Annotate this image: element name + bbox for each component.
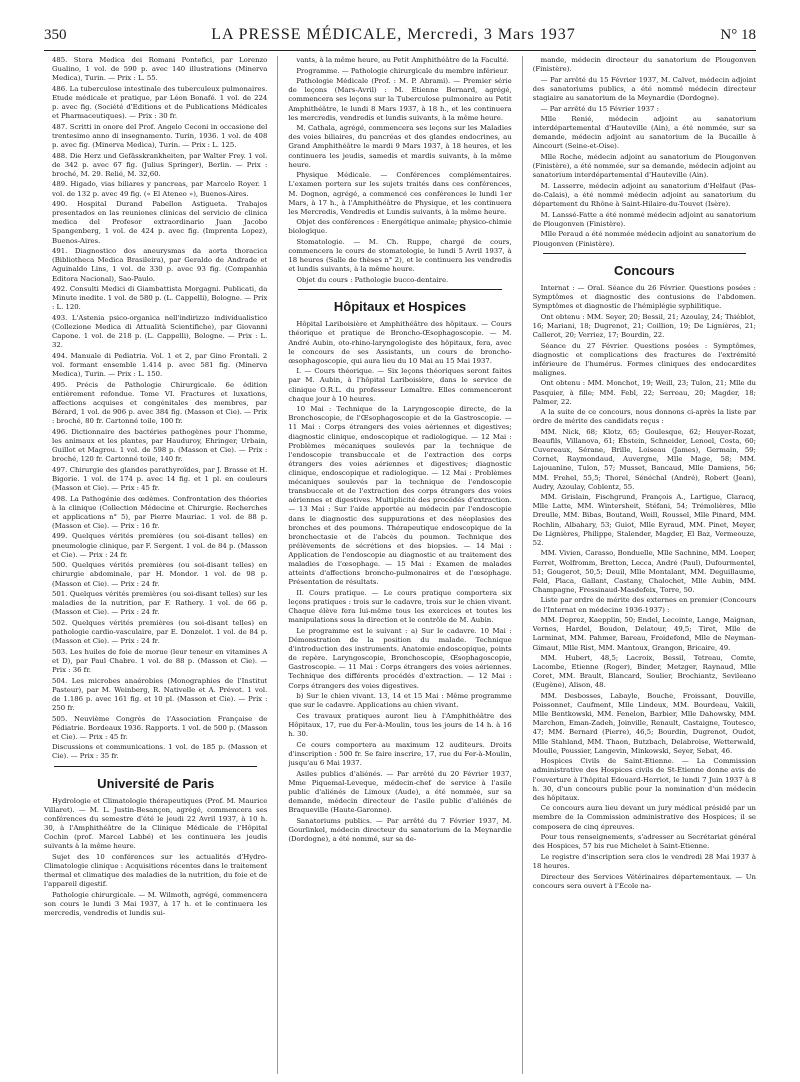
bibliography-entry: 493. L'Astenia psico-organica nell'indirizzo individualistico (Collezione Medica di Attualità Scientifiche), par Giovanni Capone. 1 vol. de 218 p. (L. Cappelli), Bologne. — Prix : L. 32. xyxy=(52,313,268,350)
paragraph: Sujet des 10 conférences sur les actualités d'Hydro-Climatologie clinique : Acquisitions récentes dans le traitement thermal et climatique des maladies de la nutrition, du foie et de l'appareil digestif. xyxy=(44,852,268,889)
hopitaux-paragraphs xyxy=(288,320,511,844)
paragraph: MM. Nick, 68; Klotz, 65; Goulesque, 62; Heuyer-Rozat, Beaufils, Villanova, 61; Ebstein, Schneider, Lenoel, Costa, 60; Cuvereaux, Sérane, Brille, Loiseau (James), Germain, 59; Cornet, Raymondaud, Auvergne, Mlle Mage, 58; MM. Lajouanine, Tulon, 57; Musset, Bancaud, Mlle Damiens, 56; MM. Frehel, 55,5; Thorel, Sénéchal (André), Robert (Jean), Audry, Azoulay, Coblentz, 55. xyxy=(532,427,756,491)
header-rule xyxy=(44,50,756,51)
running-title: LA PRESSE MÉDICALE, Mercredi, 3 Mars 1937 xyxy=(211,26,576,43)
column-divider xyxy=(277,56,278,1074)
concours-paragraphs xyxy=(533,284,756,891)
paragraph: Physique Médicale. — Conférences complémentaires. L'examen portera sur les sujets traités dans ces conférences, M. Dognon, agrégé, a commencé ces conférences le lundi 1er Mars, à 17 h., à l'Amphithéâtre de Physique, et les continuera les Mercredis, Vendredis et Lundis suivants, à la même heure. xyxy=(288,171,512,216)
bibliography-entry: 502. Quelques vérités premières (ou soi-disant telles) en pathologie cardio-vasculaire, par E. Donzelot. 1 vol. de 84 p. (Masson et Cie). — Prix : 24 fr. xyxy=(52,618,268,646)
bibliography-entry: 488. Die Herz und Gefässkrankheiten, par Walter Frey. 1 vol. de 342 p. avec 67 fig. (Julius Springer), Berlin. — Prix : broché, M. 29. Relié, M. 32,60. xyxy=(52,151,268,178)
paragraph: vants, à la même heure, au Petit Amphithéâtre de la Faculté. xyxy=(296,56,509,64)
bibliography-entry: 501. Quelques vérités premières (ou soi-disant telles) sur les maladies de la nutrition, par F. Rathery. 1 vol. de 66 p. (Masson et Cie). — Prix : 24 fr. xyxy=(52,590,268,617)
paragraph: — Par arrêté du 15 Février 1937, M. Calvet, médecin adjoint des sanatoriums publics, a été nommé médecin directeur stagiaire au sanatorium de la Meynardie (Dordogne). xyxy=(532,75,756,102)
column-2 xyxy=(288,56,511,1074)
paragraph: I. — Cours théorique. — Six leçons théoriques seront faites par M. Aubin, à l'hôpital Lariboisière, dans le service de clinique O.R.L. du professeur Lemaître. Elles commenceront chaque jour à 10 heures. xyxy=(288,367,512,403)
bibliography-entry: 498. La Pathogénie des œdèmes. Confrontation des théories à la clinique (Collection Médecine et Chirurgie. Recherches et applications n° 5), par Pierre Mauriac. 1 vol. de 88 p. (Masson et Cie). — Prix : 16 fr. xyxy=(52,494,268,530)
paragraph: Mlle Peraud a été nommée médecin adjoint au sanatorium de Plougonven (Finistère). xyxy=(532,230,756,248)
bibliography-list xyxy=(44,56,267,762)
paragraph: M. Lasserre, médecin adjoint au sanatorium d'Helfaut (Pas-de-Calais), a été nommé médecin adjoint au sanatorium du département du Rhône à Saint-Hilaire-du-Touvet (Isère). xyxy=(532,181,756,209)
paragraph: Ont obtenu : MM. Monchot, 19; Weill, 23; Tulon, 21; Mlle du Pasquier, à fille; MM. Febl, 22; Serreau, 20; Magder, 18; Palmer, 22. xyxy=(532,379,756,406)
bibliography-entry: 492. Consulti Medici di Giambattista Morgagni. Publicati, da Minute inedite. 1 vol. de 580 p. (L. Cappelli), Bologne. — Prix : L. 120. xyxy=(52,285,268,312)
bibliography-entry: 499. Quelques vérités premières (ou soi-disant telles) en pneumologie clinique, par F. Sergent. 1 vol. de 84 p. (Masson et Cie). — Prix : 24 fr. xyxy=(52,532,268,559)
paragraph: Asiles publics d'aliénés. — Par arrêté du 20 Février 1937, Mme Piquemal-Leveque, médecin-chef de service à l'asile public d'aliénés de Limoux (Aude), a été nommée, sur sa demande, médecin directeur de l'asile public d'aliénés de Braqueville (Haute-Garonne). xyxy=(288,769,512,814)
paragraph: 10 Mai : Technique de la Laryngoscopie directe, de la Bronchoscopie, de l'Œsophagoscopie et de la Gastroscopie. — 11 Mai : Corps étrangers des voies aériennes et digestives; diagnostic clinique, endoscopique et radiologique. — 12 Mai : Problèmes mécaniques soulevés par la technique de l'endoscopie transbuccale et de l'extraction des corps étrangers des voies aériennes et digestives; diagnostic clinique, endoscopique et radiologique. — 12 Mai : Problèmes mécaniques soulevés par la technique de l'endoscopie transbuccale et de l'extraction des corps étrangers des voies aériennes et digestives. Multiplicité des procédés d'extraction. — 13 Mai : Sur l'aide apportée au médecin par l'endoscopie dans le diagnostic des suppurations et des néoplasies des bronches et des poumons. Thérapeutique endoscopique de la bronchectasie et de l'abcès du poumon. Technique des prélèvements de sécrétions et des biopsies. — 14 Mai : Application de l'endoscopie au diagnostic et au traitement des maladies de l'œsophage. — 15 Mai : Examen de malades atteints d'affections broncho-pulmonaires et de l'œsophage. Présentation de résultats. xyxy=(288,405,512,587)
paragraph: Ce concours aura lieu devant un jury médical présidé par un membre de la Commission administrative des Hospices; il se composera de cinq épreuves. xyxy=(532,804,756,831)
column-3-top-paragraphs xyxy=(533,56,756,249)
paragraph: Le programme est le suivant : a) Sur le cadavre. 10 Mai : Démonstration de la position du malade. Technique d'introduction des instruments. Anatomie endoscopique, points de repère. Laryngoscopie, Bronchoscopie, Œsophagoscopie, Gastroscopie. — 11 Mai : Corps étrangers des voies aériennes. Technique des différents procédés d'extraction. — 12 Mai : Corps étrangers des voies digestives. xyxy=(288,626,512,690)
running-header xyxy=(44,26,756,52)
bibliography-entry: 486. La tuberculose intestinale des tuberculeux pulmonaires. Etude médicale et pratique, par Léon Bonafé. 1 vol. de 224 p. avec fig. (Société d'Editions et de Publications Médicales et Pharmaceutiques). — Prix : 30 fr. xyxy=(52,84,268,121)
paragraph: Directeur des Services Vétérinaires départementaux. — Un concours sera ouvert à l'École na- xyxy=(532,872,756,890)
column-2-top-paragraphs xyxy=(288,56,511,285)
paragraph: MM. Grislain, Fischgrund, François A., Lartigue, Claracq, Mlle Latte, MM. Wintersheit, Stéfani, 54; Trémolières, Mlle Dreulle, MM. Bibas, Boutand, Weill, Roussel, Mlle Pinard, MM. Rochlin, Albahary, 53; Guiot, Mlle Eyraud, MM. Pinet, Meyer, De Lignières, Philippe, Stalender, Magder, El Baz, Vermeouze, 52. xyxy=(532,493,756,547)
paragraph: M. Lanssé-Fatte a été nommé médecin adjoint au sanatorium de Plougonven (Finistère). xyxy=(532,210,756,228)
bibliography-entry: Discussions et communications. 1 vol. de 185 p. (Masson et Cie). — Prix : 35 fr. xyxy=(52,743,268,761)
paragraph: A la suite de ce concours, nous donnons ci-après la liste par ordre de mérite des candidats reçus : xyxy=(532,408,756,426)
paragraph: mande, médecin directeur du sanatorium de Plougonven (Finistère). xyxy=(532,56,756,74)
paragraph: Objet du cours : Pathologie bucco-dentaire. xyxy=(296,276,449,285)
bibliography-entry: 497. Chirurgie des glandes parathyroïdes, par J. Brasse et H. Bigorie. 1 vol. de 174 p. avec 14 fig. et 1 pl. en couleurs (Masson et Cie). — Prix : 45 fr. xyxy=(52,465,268,492)
paragraph: Pathologie chirurgicale. — M. Wilmoth, agrégé, commencera son cours le lundi 3 Mai 1937, à 17 h. et le continuera les mercredis, vendredis et lundis sui- xyxy=(44,890,268,918)
page-columns xyxy=(44,56,756,1074)
bibliography-entry: 485. Stora Medica dei Romani Pontefici, par Lorenzo Gualino, 1 vol. de 590 p. avec 140 illustrations (Minerva Medica), Turin. — Prix : L. 55. xyxy=(52,56,268,83)
section-title-universite: Université de Paris xyxy=(97,775,215,791)
paragraph: M. Cathala, agrégé, commencera ses leçons sur les Maladies des voies biliaires, du pancréas et des glandes endocrines, au Grand Amphithéâtre le mardi 9 Mars 1937, à 18 heures, et les continuera les jeudis, samedis et mardis suivants, à la même heure. xyxy=(288,124,512,169)
issue-number: N° 18 xyxy=(720,27,756,43)
paragraph: Pathologie Médicale (Prof. : M. P. Abrami). — Premier série de leçons (Mars-Avril) : M. Etienne Bernard, agrégé, commencera ses leçons sur la Tuberculose pulmonaire au Petit Amphithéâtre, le lundi 8 Mars 1937, à 18 h., et les continuera les mercredis, vendredis et lundis suivants, à la même heure. xyxy=(288,77,512,122)
paragraph: MM. Desbosses, Labayle, Bouche, Froissant, Douville, Poissonnet, Caufment, Mlle Lindeux, MM. Bourdeau, Vakili, Mlle Bentkowski, MM. Fenelon, Barbier, Mlle Dahowsky, MM. Marchon, Eman-Zadeh, Joinville, Renault, Castaigne, Toutesco, 47; MM. Bernard (Pierre), 46,5; Bourdin, Dugrenot, Oudot, Mlle Stahland, MM. Thaon, Butzbach, Delabroise, Wetterwald, Moulle, Poussier, Langevin, Minkowski, Seyer, Sebat, 46. xyxy=(532,692,756,755)
bibliography-entry: 496. Dictionnaire des bactéries pathogènes pour l'homme, les animaux et les plantes, par Hauduroy, Ehringer, Urbain, Guillot et Magrou. 1 vol. de 598 p. (Masson et Cie). — Prix : broché, 120 fr. Cartonné toile, 140 fr. xyxy=(52,427,268,464)
bibliography-entry: 489. Higado, vias biliares y pancreas, par Marcelo Royer. 1 vol. de 132 p. avec 49 fig. (« El Ateneo »), Buenos-Aires. xyxy=(52,180,268,198)
paragraph: Ces travaux pratiques auront lieu à l'Amphithéâtre des Hôpitaux, 17, rue du Fer-à-Moulin, tous les jours de 14 h. à 16 h. 30. xyxy=(288,711,512,739)
column-divider xyxy=(522,56,523,1074)
paragraph: Hospices Civils de Saint-Etienne. — La Commission administrative des Hospices civils de St-Etienne donne avis de l'ouverture à l'hôpital Edouard-Herriot, le lundi 7 Juin 1937 à 8 h. 30, d'un concours public pour la nomination d'un médecin des hôpitaux. xyxy=(532,757,756,802)
paragraph: Objet des conférences : Energétique animale; physico-chimie biologique. xyxy=(288,218,512,236)
universite-paragraphs xyxy=(44,797,267,918)
paragraph: Liste par ordre de mérite des externes en premier (Concours de l'Internat en médecine 1936-1937) : xyxy=(532,596,756,614)
section-rule xyxy=(543,253,746,254)
paragraph: Le registre d'inscription sera clos le vendredi 28 Mai 1937 à 18 heures. xyxy=(532,852,756,871)
paragraph: Hydrologie et Climatologie thérapeutiques (Prof. M. Maurice Villaret). — M. L. Justin-Besançon, agrégé, commencera ses conférences du semestre d'été le jeudi 22 Avril 1937, à 10 h. 30, à l'Amphithéâtre de la Clinique Médicale de l'Hôpital Cochin (prof. Marcel Labbé) et les continuera les jeudis suivants à la même heure. xyxy=(44,796,268,851)
bibliography-entry: 495. Précis de Pathologie Chirurgicale. 6e édition entièrement refondue. Tome VI. Fractures et luxations, affections acquises et congénitales des membres, par Bérard, 1 vol. de 906 p. avec 384 fig. (Masson et Cie). — Prix : broché, 80 fr. Cartonné toile, 100 fr. xyxy=(52,380,268,426)
paragraph: Mlle Renié, médecin adjoint au sanatorium interdépartemental d'Hauteville (Ain), a été nommée, sur sa demande, médecin adjoint au sanatorium de la Bucaille à Aincourt (Seine-et-Oise). xyxy=(532,115,756,151)
page-number: 350 xyxy=(44,27,67,43)
paragraph: Programme. — Pathologie chirurgicale du membre inférieur. xyxy=(296,66,509,75)
column-3 xyxy=(533,56,756,1074)
paragraph: Séance du 27 Février. Questions posées : Symptômes, diagnostic et complications des fractures de l'extrémité inférieure de l'humérus. Formes cliniques des endocardites malignes. xyxy=(532,341,756,377)
paragraph: — Par arrêté du 15 Février 1937 : xyxy=(540,104,659,113)
paragraph: MM. Deprez, Kaepplin, 50; Endel, Lecointe, Lange, Maignan, Vernes, Hardel, Boudon, Delatour, 49,5; Tiret, Mlle de Larminat, MM. Pahmer, Bareau, Froidefond, Mlle de Neyman-Gimaut, Mlle Rist, MM. Mantoux, Grangon, Bricaire, 49. xyxy=(532,616,756,652)
bibliography-entry: 503. Les huiles de foie de morue (leur teneur en vitamines A et D), par Paul Chabre. 1 vol. de 88 p. (Masson et Cie). — Prix : 36 fr. xyxy=(52,647,268,674)
paragraph: Ont obtenu : MM. Seyer, 20; Bessil, 21; Azoulay, 24; Thiéblot, 16; Mariani, 18; Dugrenot, 21; Coillion, 19; De Lignières, 21; Callerot, 20; Verriez, 17; Bourdin, 22. xyxy=(532,312,756,339)
paragraph: Pour tous renseignements, s'adresser au Secrétariat général des Hospices, 57 bis rue Michelet à Saint-Etienne. xyxy=(532,833,756,851)
bibliography-entry: 490. Hospital Durand Pabellon Astigueta. Trabajos presentados en las reuniones clinicas del servicio de clinica medica del Profesor extraordinario Juan Jacobo Spangenberg, 1 vol. de 424 p. avec fig. (Imprenta Lopez), Buenos-Aires. xyxy=(52,200,268,245)
bibliography-entry: 494. Manuale di Pediatria. Vol. 1 et 2, par Gino Frontali. 2 vol. formant ensemble 1.414 p. avec 581 fig. (Minerva Medica), Turin. — Prix : L. 150. xyxy=(52,351,268,379)
bibliography-entry: 491. Diagnostico dos aneurysmas da aorta thoracica (Bibliotheca Medica Brasileira), par Geraldo de Andrade et Aguinaldo Lins, 1 vol. de 330 p. avec 93 fig. (Companhia Editora Nacional), Sao-Paulo. xyxy=(52,247,268,283)
section-rule xyxy=(298,289,501,290)
paragraph: MM. Vivien, Carasso, Bonduelle, Mlle Sachnine, MM. Loeper, Ferret, Wolfromm, Bretton, Lecca, André (Paul), Dufourmentel, 51; Gougerot, 50,5; Deuil, Mlle Montalant, MM. Deguillaume, Feld, Placa, Gallant, Castany, Chalochet, Mlle Aubin, MM. Champagne, Fressinaud-Masdefeix, Torre, 50. xyxy=(532,549,756,594)
bibliography-entry: 487. Scritti in onore del Prof. Angelo Ceconi in occasione del trentesimo anno di insegnamento. Turin, 1936. 1 vol. de 408 p. avec fig. (Minerva Medica), Turin. — Prix : L. 125. xyxy=(52,122,268,149)
paragraph: Ce cours comportera au maximum 12 auditeurs. Droits d'inscription : 500 fr. Se faire inscrire, 17, rue du Fer-à-Moulin, jusqu'au 6 Mai 1937. xyxy=(288,740,512,767)
paragraph: II. Cours pratique. — Le cours pratique comportera six leçons pratiques : trois sur le cadavre, trois sur le chien vivant. Chaque élève fera lui-même tous les exercices et toutes les manipulations sous la direction et le contrôle de M. Aubin. xyxy=(288,588,512,625)
paragraph: Internat : — Oral. Séance du 26 Février. Questions posées : Symptômes et diagnostic des contusions de l'abdomen. Symptômes et diagnostic de l'hémiplégie syphilitique. xyxy=(532,283,756,311)
paragraph: b) Sur le chien vivant. 13, 14 et 15 Mai : Même programme que sur le cadavre. Applications au chien vivant. xyxy=(288,692,512,710)
paragraph: Sanatoriums publics. — Par arrêté du 7 Février 1937, M. Gourlinkel, médecin directeur du sanatorium de la Meynardie (Dordogne), a été nommé, sur sa de- xyxy=(288,816,512,843)
paragraph: Stomatologie. — M. Ch. Ruppe, chargé de cours, commencera le cours de stomatologie, le lundi 5 Avril 1937, à 18 heures (Salle de thèses n° 2), et le continuera les vendredis et lundis suivants, à la même heure. xyxy=(288,238,512,274)
section-rule xyxy=(54,766,257,767)
bibliography-entry: 504. Les microbes anaérobies (Monographies de l'Institut Pasteur), par M. Weinberg, R. Nativelle et A. Prévot. 1 vol. de 1.186 p. avec 161 fig. et 10 pl. (Masson et Cie). — Prix : 250 fr. xyxy=(52,676,268,712)
column-1 xyxy=(44,56,267,1074)
section-title-concours: Concours xyxy=(613,262,675,278)
bibliography-entry: 505. Neuvième Congrès de l'Association Française de Pédiatrie. Bordeaux 1936. Rapports. 1 vol. de 500 p. (Masson et Cie). — Prix : 45 fr. xyxy=(52,714,268,741)
section-title-hopitaux: Hôpitaux et Hospices xyxy=(333,299,467,315)
bibliography-entry: 500. Quelques vérités premières (ou soi-disant telles) en chirurgie abdominale, par H. Mondor. 1 vol. de 98 p. (Masson et Cie). — Prix : 24 fr. xyxy=(52,561,268,588)
paragraph: MM. Hubert, 48,5; Lacroix, Bessil, Tetreau, Comte, Lacombe, Etienne (Roger), Binder, Metzger, Raynaud, Mlle Coret, MM. Brault, Blancard, Soulier, Brochiantz, Sevileano (Eugène), Alison, 48. xyxy=(532,654,756,690)
paragraph: Mlle Roche, médecin adjoint au sanatorium de Plougonven (Finistère), a été nommée, sur sa demande, médecin adjoint au sanatorium interdépartemental d'Hauteville (Ain). xyxy=(532,153,756,180)
paragraph: Hôpital Lariboisière et Amphithéâtre des hôpitaux. — Cours théorique et pratique de Broncho-Œsophagoscopie. — M. André Aubin, oto-rhino-laryngologiste des hôpitaux, fera, avec le concours de ses Assistants, un cours de broncho-œsophagoscopie, qui aura lieu du 10 Mai au 15 Mai 1937. xyxy=(288,320,512,365)
